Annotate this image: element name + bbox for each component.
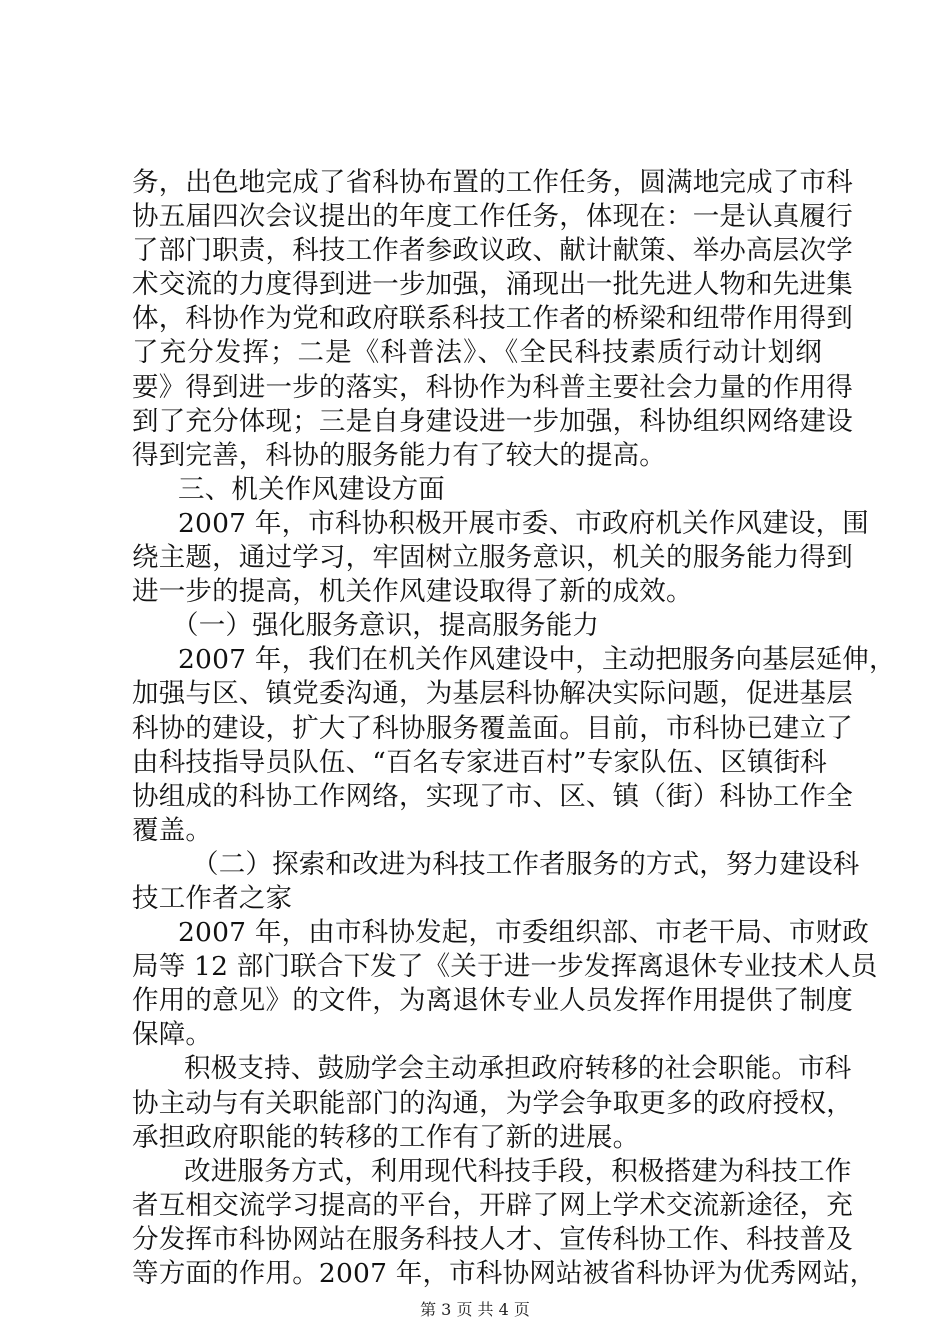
body-line: 保障。 [132, 1019, 213, 1051]
body-line: 协组成的科协工作网络，实现了市、区、镇（街）科协工作全 [132, 780, 853, 812]
body-line: 协五届四次会议提出的年度工作任务，体现在：一是认真履行 [132, 201, 853, 233]
body-line: 术交流的力度得到进一步加强，涌现出一批先进人物和先进集 [132, 269, 853, 301]
body-line: 由科技指导员队伍、“百名专家进百村”专家队伍、区镇街科 [132, 746, 827, 778]
body-line: 要》得到进一步的落实，科协作为科普主要社会力量的作用得 [132, 371, 853, 403]
body-line: 作用的意见》的文件，为离退休专业人员发挥作用提供了制度 [132, 985, 853, 1017]
body-line: 积极支持、鼓励学会主动承担政府转移的社会职能。市科 [184, 1053, 852, 1085]
body-line: 等方面的作用。2007 年，市科协网站被省科协评为优秀网站， [132, 1258, 877, 1289]
body-line: 进一步的提高，机关作风建设取得了新的成效。 [132, 576, 693, 608]
body-line: 加强与区、镇党委沟通，为基层科协解决实际问题，促进基层 [132, 678, 853, 710]
body-line: 绕主题，通过学习，牢固树立服务意识，机关的服务能力得到 [132, 542, 853, 574]
body-line: 承担政府职能的转移的工作有了新的进展。 [132, 1121, 640, 1153]
body-line: 分发挥市科协网站在服务科技人才、宣传科协工作、科技普及 [132, 1223, 853, 1255]
body-line: 改进服务方式，利用现代科技手段，积极搭建为科技工作 [184, 1155, 852, 1187]
body-line: 者互相交流学习提高的平台，开辟了网上学术交流新途径，充 [132, 1189, 853, 1221]
section-heading: 三、机关作风建设方面 [178, 473, 445, 505]
body-line: 到了充分体现；三是自身建设进一步加强，科协组织网络建设 [132, 405, 853, 437]
body-line: 2007 年，我们在机关作风建设中，主动把服务向基层延伸， [178, 644, 896, 676]
body-line: 2007 年，由市科协发起，市委组织部、市老干局、市财政 [178, 917, 869, 949]
body-line: 科协的建设，扩大了科协服务覆盖面。目前，市科协已建立了 [132, 712, 853, 744]
body-line: 局等 12 部门联合下发了《关于进一步发挥离退休专业技术人员 [132, 951, 878, 983]
body-line: 协主动与有关职能部门的沟通，为学会争取更多的政府授权， [132, 1087, 853, 1119]
body-line: 得到完善，科协的服务能力有了较大的提高。 [132, 439, 666, 471]
body-line: 了充分发挥；二是《科普法》、《全民科技素质行动计划纲 [132, 337, 822, 369]
body-line: 2007 年，市科协积极开展市委、市政府机关作风建设，围 [178, 507, 869, 539]
subsection-heading: （二）探索和改进为科技工作者服务的方式，努力建设科 [192, 848, 860, 880]
document-body [132, 166, 896, 1291]
body-line: 覆盖。 [132, 814, 213, 846]
page-footer: 第 3 页 共 4 页 [420, 1300, 530, 1319]
subsection-heading: （一）强化服务意识，提高服务能力 [172, 610, 600, 642]
subsection-heading: 技工作者之家 [132, 882, 293, 914]
body-line: 了部门职责，科技工作者参政议政、献计献策、举办高层次学 [132, 235, 853, 267]
body-line: 务，出色地完成了省科协布置的工作任务，圆满地完成了市科 [132, 167, 853, 198]
body-line: 体，科协作为党和政府联系科技工作者的桥梁和纽带作用得到 [132, 303, 853, 335]
